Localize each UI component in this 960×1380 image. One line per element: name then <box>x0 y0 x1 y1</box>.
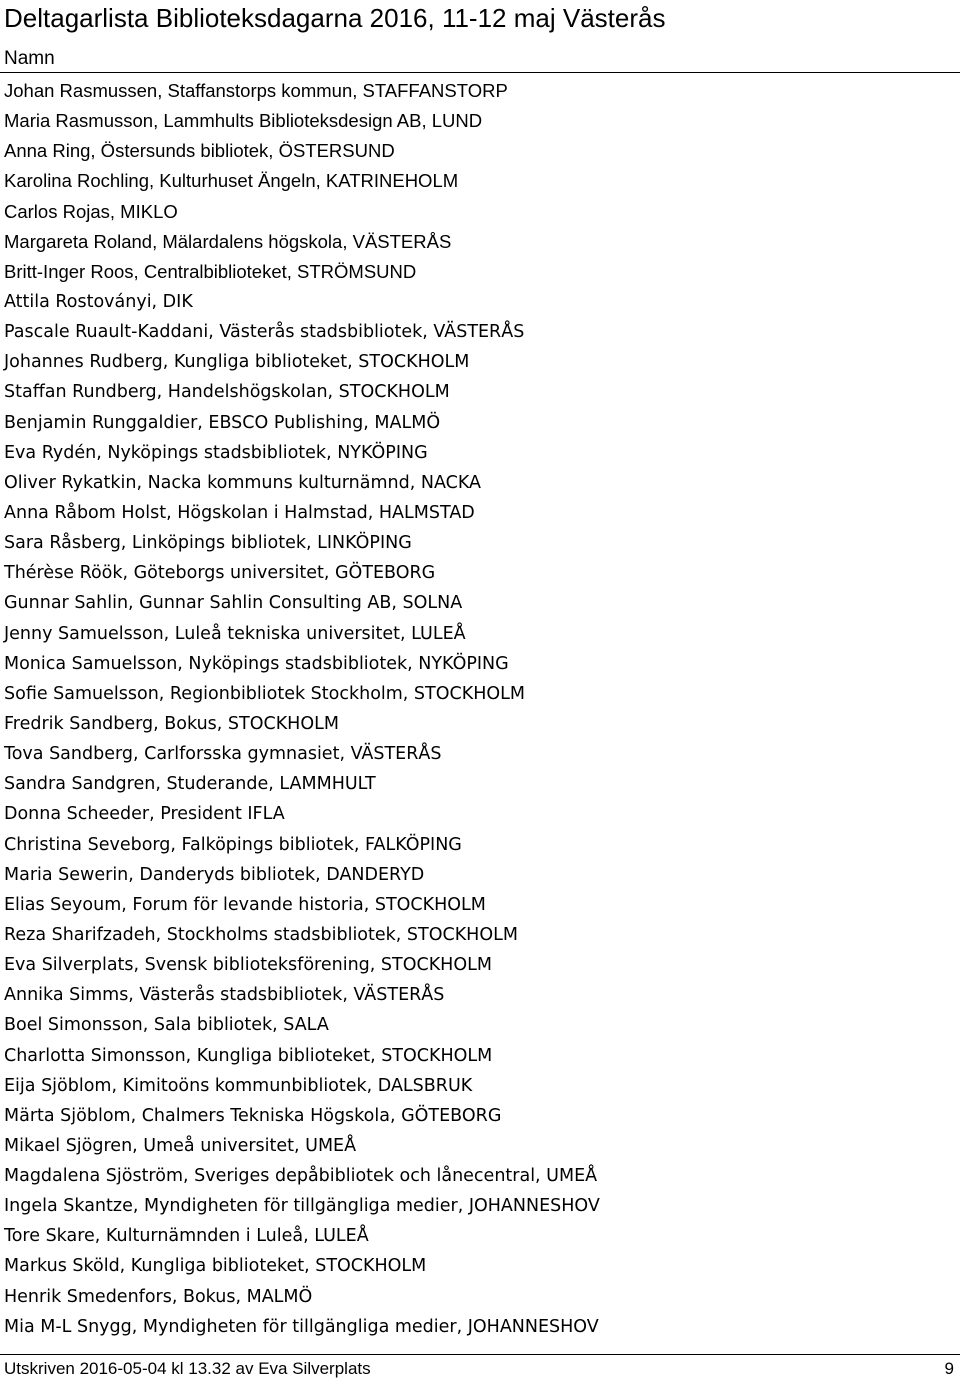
list-item: Henrik Smedenfors, Bokus, MALMÖ <box>4 1286 313 1307</box>
list-item: Maria Sewerin, Danderyds bibliotek, DANDERYD <box>4 864 425 885</box>
list-item: Monica Samuelsson, Nyköpings stadsbibliotek, NYKÖPING <box>4 653 509 674</box>
list-item: Anna Råbom Holst, Högskolan i Halmstad, HALMSTAD <box>4 502 475 523</box>
list-item: Reza Sharifzadeh, Stockholms stadsbibliotek, STOCKHOLM <box>4 924 518 945</box>
list-item: Christina Seveborg, Falköpings bibliotek, FALKÖPING <box>4 834 462 855</box>
page-title: Deltagarlista Biblioteksdagarna 2016, 11-12 maj Västerås <box>4 3 666 33</box>
list-item: Elias Seyoum, Forum för levande historia, STOCKHOLM <box>4 894 486 915</box>
list-item: Jenny Samuelsson, Luleå tekniska universitet, LULEÅ <box>4 623 466 644</box>
footer-printed-info: Utskriven 2016-05-04 kl 13.32 av Eva Silverplats <box>4 1359 371 1378</box>
list-item: Sofie Samuelsson, Regionbibliotek Stockholm, STOCKHOLM <box>4 683 525 704</box>
list-item: Karolina Rochling, Kulturhuset Ängeln, KATRINEHOLM <box>4 170 459 192</box>
list-item: Markus Sköld, Kungliga biblioteket, STOCKHOLM <box>4 1256 427 1277</box>
column-header-name: Namn <box>4 48 55 69</box>
list-item: Eva Silverplats, Svensk biblioteksförening, STOCKHOLM <box>4 955 492 976</box>
list-item: Boel Simonsson, Sala bibliotek, SALA <box>4 1015 329 1036</box>
list-item: Johannes Rudberg, Kungliga biblioteket, STOCKHOLM <box>4 352 470 373</box>
list-item: Tore Skare, Kulturnämnden i Luleå, LULEÅ <box>4 1226 369 1247</box>
list-item: Attila Rostoványi, DIK <box>4 291 193 312</box>
footer-divider <box>0 1354 960 1355</box>
header-divider <box>0 72 960 73</box>
list-item: Gunnar Sahlin, Gunnar Sahlin Consulting AB, SOLNA <box>4 593 463 614</box>
list-item: Thérèse Röök, Göteborgs universitet, GÖTEBORG <box>4 563 436 584</box>
list-item: Anna Ring, Östersunds bibliotek, ÖSTERSUND <box>4 140 395 162</box>
list-item: Maria Rasmusson, Lammhults Biblioteksdesign AB, LUND <box>4 110 483 132</box>
list-item: Benjamin Runggaldier, EBSCO Publishing, MALMÖ <box>4 412 441 433</box>
participant-list <box>4 76 954 1342</box>
list-item: Donna Scheeder, President IFLA <box>4 804 285 825</box>
list-item: Charlotta Simonsson, Kungliga biblioteket, STOCKHOLM <box>4 1045 493 1066</box>
list-item: Ingela Skantze, Myndigheten för tillgängliga medier, JOHANNESHOV <box>4 1196 600 1217</box>
list-item: Annika Simms, Västerås stadsbibliotek, VÄSTERÅS <box>4 985 445 1006</box>
list-item: Staffan Rundberg, Handelshögskolan, STOCKHOLM <box>4 382 450 403</box>
list-item: Tova Sandberg, Carlforsska gymnasiet, VÄSTERÅS <box>4 744 442 765</box>
list-item: Oliver Rykatkin, Nacka kommuns kulturnämnd, NACKA <box>4 472 481 493</box>
list-item: Sandra Sandgren, Studerande, LAMMHULT <box>4 774 376 795</box>
list-item: Margareta Roland, Mälardalens högskola, VÄSTERÅS <box>4 230 452 252</box>
list-item: Mia M-L Snygg, Myndigheten för tillgängliga medier, JOHANNESHOV <box>4 1316 599 1337</box>
list-item: Carlos Rojas, MIKLO <box>4 200 178 222</box>
list-item: Eva Rydén, Nyköpings stadsbibliotek, NYKÖPING <box>4 442 428 463</box>
list-item: Sara Råsberg, Linköpings bibliotek, LINKÖPING <box>4 533 412 554</box>
list-item: Eija Sjöblom, Kimitoöns kommunbibliotek, DALSBRUK <box>4 1075 473 1096</box>
list-item: Mikael Sjögren, Umeå universitet, UMEÅ <box>4 1135 357 1156</box>
list-item: Britt-Inger Roos, Centralbiblioteket, STRÖMSUND <box>4 260 417 282</box>
list-item: Magdalena Sjöström, Sveriges depåbibliotek och lånecentral, UMEÅ <box>4 1166 598 1187</box>
list-item: Pascale Ruault-Kaddani, Västerås stadsbibliotek, VÄSTERÅS <box>4 322 525 343</box>
list-item: Johan Rasmussen, Staffanstorps kommun, STAFFANSTORP <box>4 80 508 101</box>
list-item: Fredrik Sandberg, Bokus, STOCKHOLM <box>4 713 339 734</box>
list-item: Märta Sjöblom, Chalmers Tekniska Högskola, GÖTEBORG <box>4 1105 502 1126</box>
page-number: 9 <box>944 1359 954 1378</box>
